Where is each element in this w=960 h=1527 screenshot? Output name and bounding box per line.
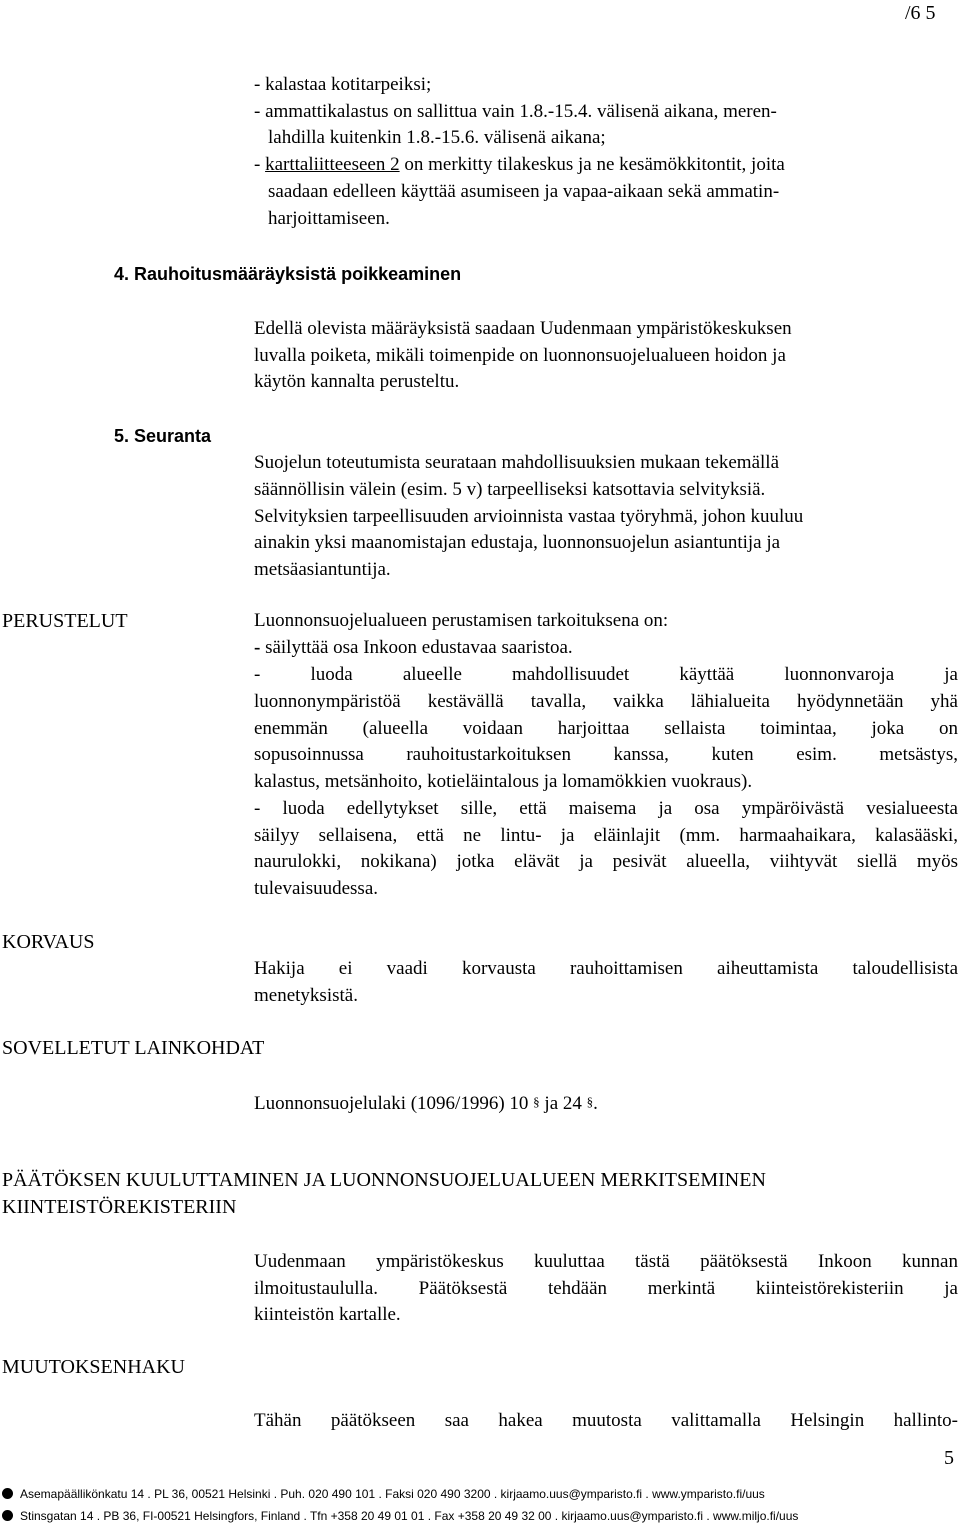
- side-heading: KIINTEISTÖREKISTERIIN: [2, 1196, 237, 1218]
- paragraph-line: Tähän päätökseen saa hakea muutosta valittamalla Helsingin hallinto-: [254, 1410, 958, 1431]
- section-sign: §: [586, 1094, 594, 1109]
- page-header: /6 5: [905, 2, 936, 24]
- paragraph-line: metsäasiantuntija.: [254, 559, 391, 580]
- footer-line-swedish: Stinsgatan 14 . PB 36, FI-00521 Helsingfors, Finland . Tfn +358 20 49 01 01 . Fax +358 20 49 32 00 . kirjaamo.uus@ymparisto.fi . www.miljo.fi/uus: [2, 1509, 798, 1523]
- paragraph-line: Luonnonsuojelualueen perustamisen tarkoituksena on:: [254, 610, 669, 631]
- map-appendix-reference: karttaliitteeseen 2: [265, 154, 400, 175]
- page-number: 5: [944, 1447, 954, 1469]
- side-heading: MUUTOKSENHAKU: [2, 1356, 185, 1378]
- section-sign: §: [533, 1094, 540, 1109]
- paragraph-line: luvalla poiketa, mikäli toimenpide on luonnonsuojelualueen hoidon ja: [254, 345, 786, 366]
- section-heading: 4. Rauhoitusmääräyksistä poikkeaminen: [114, 264, 462, 284]
- paragraph-line: naurulokki, nokikana) jotka elävät ja pesivät alueella, viihtyvät siellä myös: [254, 851, 958, 872]
- paragraph-line: säännöllisin välein (esim. 5 v) tarpeelliseksi katsottavia selvityksiä.: [254, 479, 766, 500]
- side-heading: PERUSTELUT: [2, 610, 128, 632]
- paragraph-line: Luonnonsuojelulaki (1096/1996) 10 § ja 24 §.: [254, 1093, 598, 1114]
- paragraph-line: kiinteistön kartalle.: [254, 1304, 401, 1325]
- paragraph-line: säilyy sellaisena, että ne lintu- ja eläinlajit (mm. harmaahaikara, kalasääski,: [254, 825, 958, 846]
- paragraph-line: Selvityksien tarpeellisuuden arvioinnista vastaa työryhmä, johon kuuluu: [254, 506, 804, 527]
- bullet-icon: [2, 1510, 13, 1521]
- footer-line-finnish: Asemapäällikönkatu 14 . PL 36, 00521 Helsinki . Puh. 020 490 101 . Faksi 020 490 3200 . kirjaamo.uus@ymparisto.fi . www.ymparisto.fi/uus: [2, 1487, 765, 1501]
- section-heading: 5. Seuranta: [114, 426, 212, 446]
- list-item-continuation: saadaan edelleen käyttää asumiseen ja vapaa-aikaan sekä ammatin-: [268, 181, 780, 202]
- list-item: - kalastaa kotitarpeiksi;: [254, 74, 432, 95]
- paragraph-line: - luoda edellytykset sille, että maisema ja osa ympäröivästä vesialueesta: [254, 798, 958, 819]
- paragraph-line: Uudenmaan ympäristökeskus kuuluttaa tästä päätöksestä Inkoon kunnan: [254, 1251, 958, 1272]
- paragraph-line: ilmoitustaululla. Päätöksestä tehdään merkintä kiinteistörekisteriin ja: [254, 1278, 958, 1299]
- paragraph-line: menetyksistä.: [254, 985, 358, 1006]
- paragraph-line: Suojelun toteutumista seurataan mahdollisuuksien mukaan tekemällä: [254, 452, 780, 473]
- bullet-icon: [2, 1488, 13, 1499]
- side-heading: SOVELLETUT LAINKOHDAT: [2, 1037, 265, 1059]
- paragraph-line: - säilyttää osa Inkoon edustavaa saaristoa.: [254, 637, 573, 658]
- list-item-continuation: harjoittamiseen.: [268, 208, 390, 229]
- paragraph-line: tulevaisuudessa.: [254, 878, 379, 899]
- paragraph-line: sopusoinnussa rauhoitustarkoituksen kanssa, kuten esim. metsästys,: [254, 744, 958, 765]
- list-item: - ammattikalastus on sallittua vain 1.8.-15.4. välisenä aikana, meren-: [254, 101, 777, 122]
- list-item-continuation: lahdilla kuitenkin 1.8.-15.6. välisenä aikana;: [268, 127, 606, 148]
- paragraph-line: Hakija ei vaadi korvausta rauhoittamisen aiheuttamista taloudellisista: [254, 958, 958, 979]
- paragraph-line: - luoda alueelle mahdollisuudet käyttää luonnonvaroja ja: [254, 664, 958, 685]
- paragraph-line: enemmän (alueella voidaan harjoittaa sellaista toimintaa, joka on: [254, 718, 958, 739]
- paragraph-line: kalastus, metsänhoito, kotieläintalous ja lomamökkien vuokraus).: [254, 771, 753, 792]
- paragraph-line: käytön kannalta perusteltu.: [254, 371, 460, 392]
- paragraph-line: ainakin yksi maanomistajan edustaja, luonnonsuojelun asiantuntija ja: [254, 532, 781, 553]
- side-heading: PÄÄTÖKSEN KUULUTTAMINEN JA LUONNONSUOJELUALUEEN MERKITSEMINEN: [2, 1169, 766, 1191]
- paragraph-line: luonnonympäristöä kestävällä tavalla, vaikka lähialueita hyödynnetään yhä: [254, 691, 958, 712]
- paragraph-line: Edellä olevista määräyksistä saadaan Uudenmaan ympäristökeskuksen: [254, 318, 792, 339]
- side-heading: KORVAUS: [2, 931, 95, 953]
- list-item: - karttaliitteeseen 2 on merkitty tilakeskus ja ne kesämökkitontit, joita: [254, 154, 785, 175]
